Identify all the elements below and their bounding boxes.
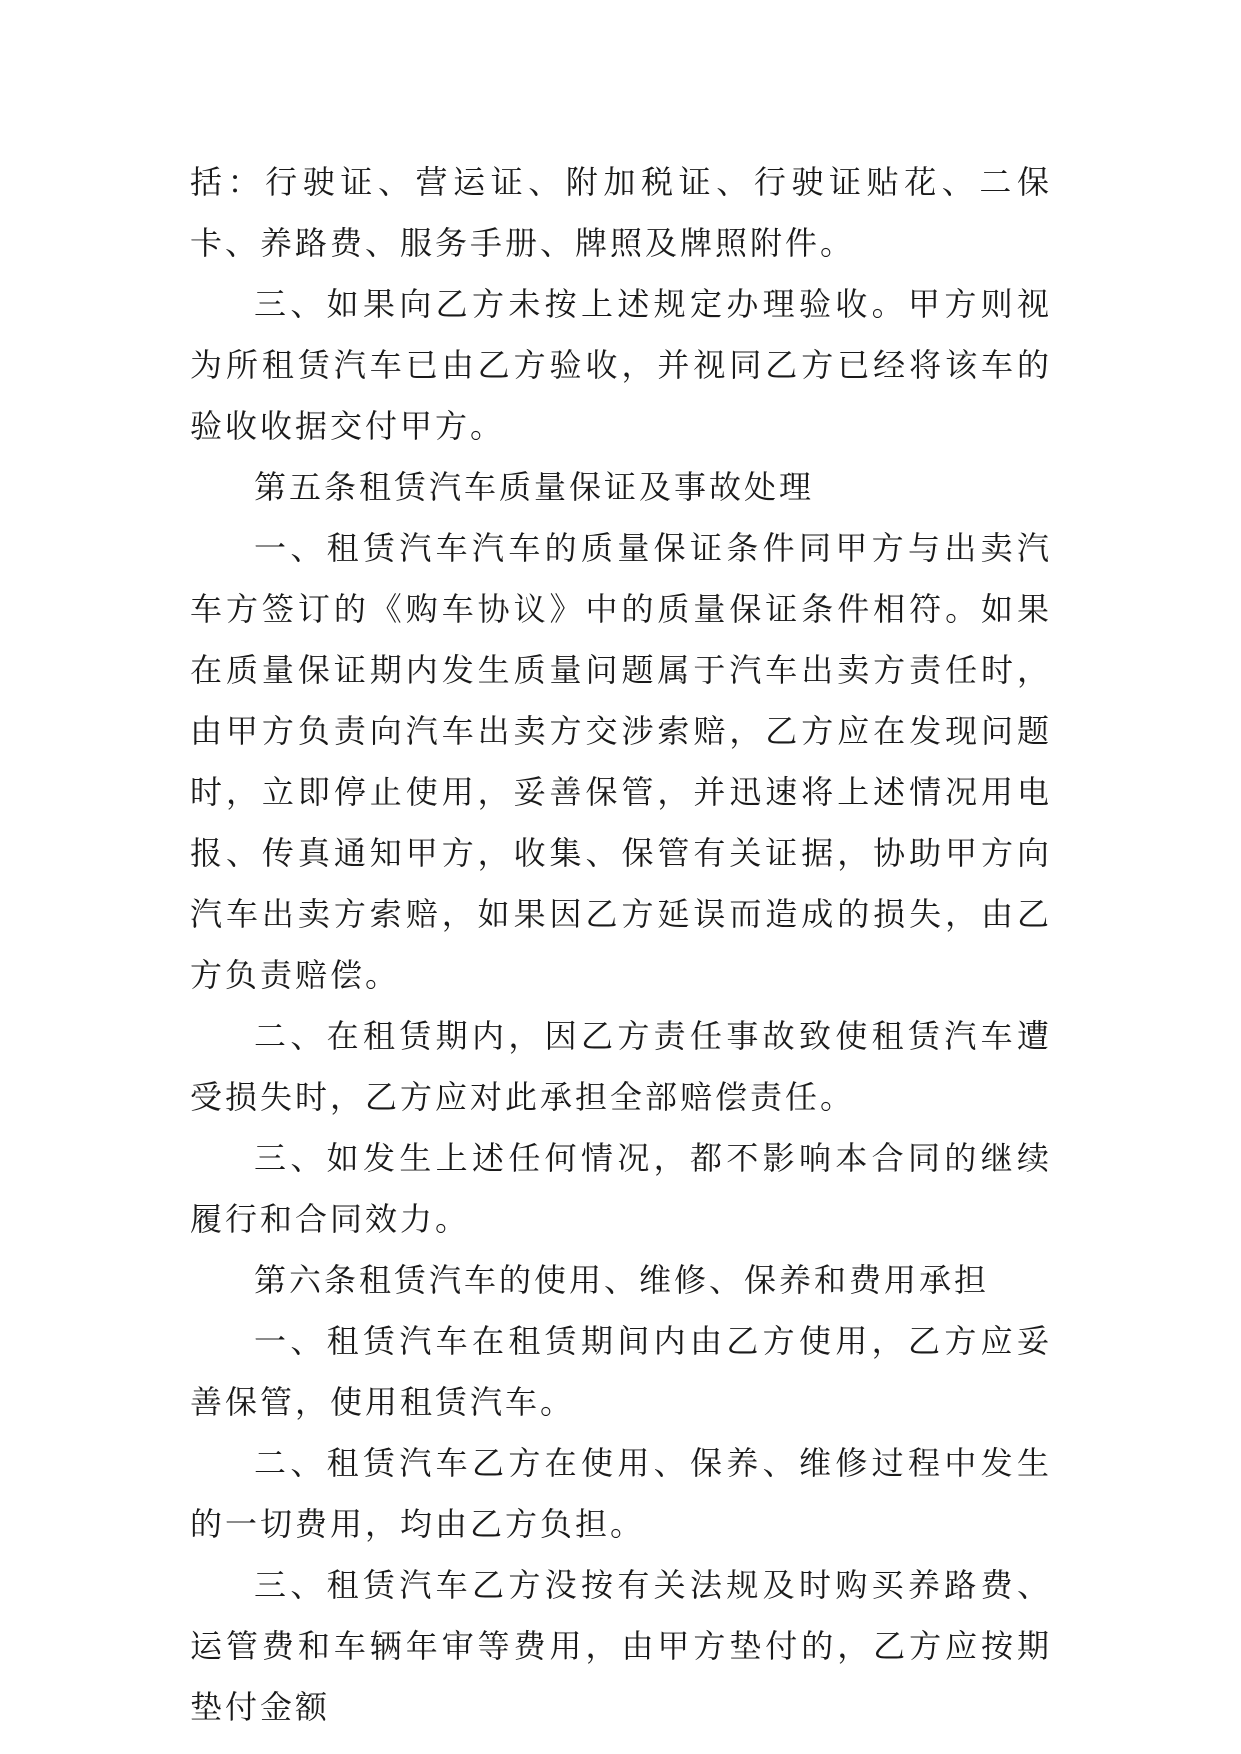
heading-article-5: 第五条租赁汽车质量保证及事故处理 — [254, 468, 815, 506]
heading-article-6: 第六条租赁汽车的使用、维修、保养和费用承担 — [254, 1261, 990, 1299]
paragraph-continuation-documents: 括：行驶证、营运证、附加税证、行驶证贴花、二保卡、养路费、服务手册、牌照及牌照附件。 — [190, 163, 1052, 262]
contract-body — [190, 152, 1052, 1738]
paragraph-article-5-clause-2: 二、在租赁期内，因乙方责任事故致使租赁汽车遭受损失时，乙方应对此承担全部赔偿责任。 — [190, 1017, 1052, 1116]
paragraph-article-5-clause-1: 一、租赁汽车汽车的质量保证条件同甲方与出卖汽车方签订的《购车协议》中的质量保证条件相符。如果在质量保证期内发生质量问题属于汽车出卖方责任时，由甲方负责向汽车出卖方交涉索赔，乙方应在发现问题时，立即停止使用，妥善保管，并迅速将上述情况用电报、传真通知甲方，收集、保管有关证据，协助甲方向汽车出卖方索赔，如果因乙方延误而造成的损失，由乙方负责赔偿。 — [190, 529, 1052, 994]
paragraph-article-5-clause-3: 三、如发生上述任何情况，都不影响本合同的继续履行和合同效力。 — [190, 1139, 1052, 1238]
paragraph-article-6-clause-1: 一、租赁汽车在租赁期间内由乙方使用，乙方应妥善保管，使用租赁汽车。 — [190, 1322, 1052, 1421]
paragraph-article-6-clause-3: 三、租赁汽车乙方没按有关法规及时购买养路费、运管费和车辆年审等费用，由甲方垫付的，乙方应按期垫付金额 — [190, 1566, 1052, 1726]
paragraph-article-6-clause-2: 二、租赁汽车乙方在使用、保养、维修过程中发生的一切费用，均由乙方负担。 — [190, 1444, 1052, 1543]
paragraph-acceptance-clause-3: 三、如果向乙方未按上述规定办理验收。甲方则视为所租赁汽车已由乙方验收，并视同乙方已经将该车的验收收据交付甲方。 — [190, 285, 1052, 445]
